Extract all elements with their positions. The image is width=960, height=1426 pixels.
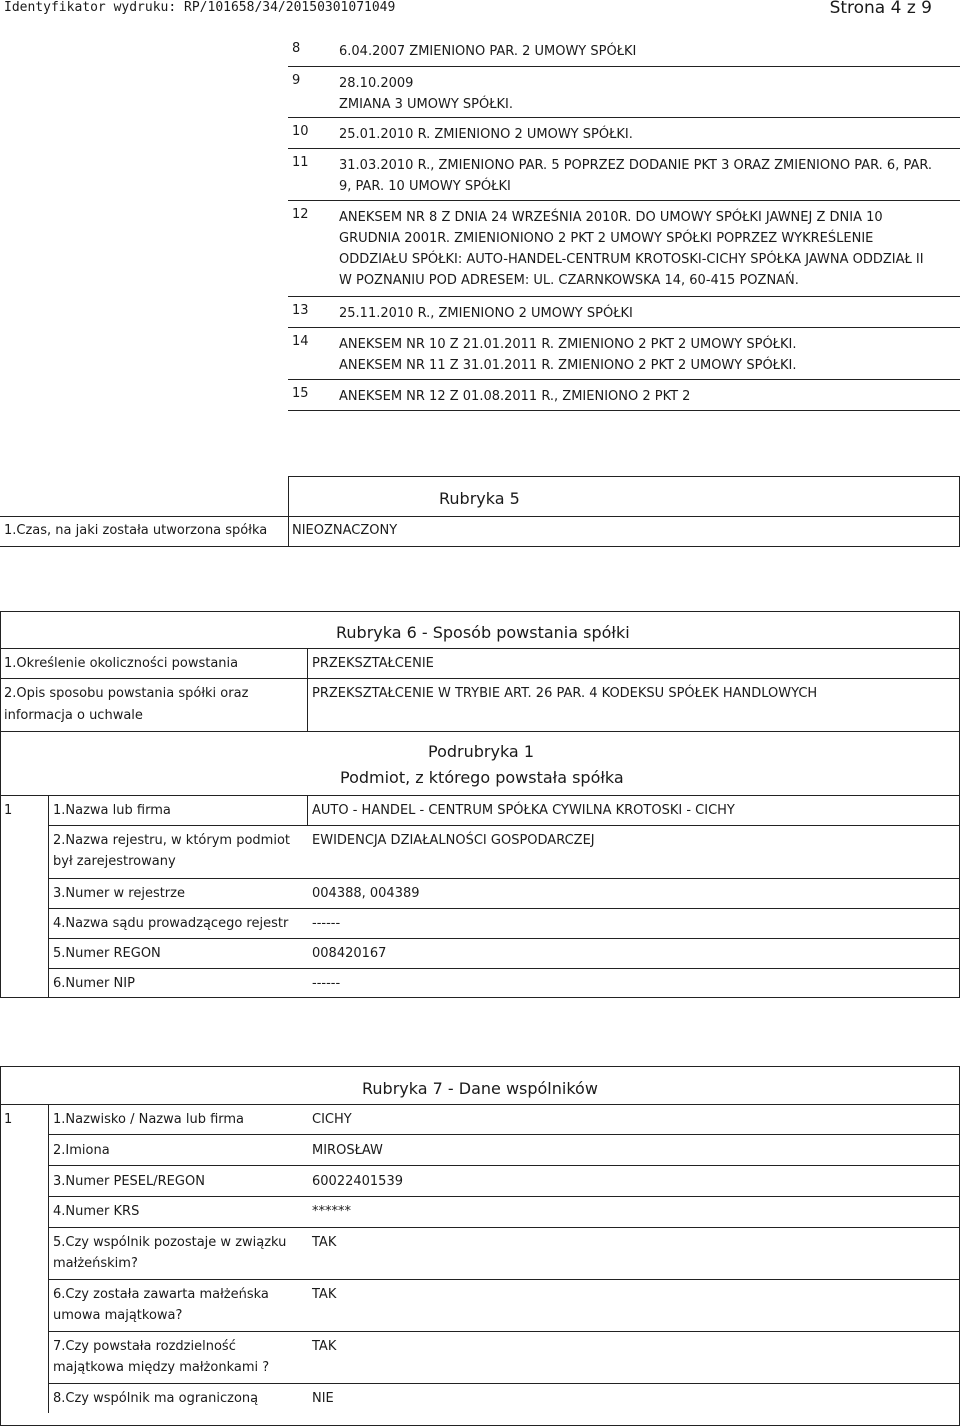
field-value: MIROSŁAW (312, 1143, 383, 1158)
change-number: 11 (292, 155, 309, 170)
change-text: ODDZIAŁU SPÓŁKI: AUTO-HANDEL-CENTRUM KROTOSKI-CICHY SPÓŁKA JAWNA ODDZIAŁ II (339, 252, 924, 267)
field-label: 3.Numer PESEL/REGON (53, 1174, 205, 1189)
change-text: ANEKSEM NR 10 Z 21.01.2011 R. ZMIENIONO 2 PKT 2 UMOWY SPÓŁKI. (339, 337, 797, 352)
change-text: 25.01.2010 R. ZMIENIONO 2 UMOWY SPÓŁKI. (339, 127, 633, 142)
field-value: 60022401539 (312, 1174, 403, 1189)
field-label: umowa majątkowa? (53, 1308, 183, 1323)
change-text: 9, PAR. 10 UMOWY SPÓŁKI (339, 179, 511, 194)
field-value: TAK (312, 1235, 337, 1250)
field-label: 2.Opis sposobu powstania spółki oraz (4, 686, 249, 701)
change-number: 10 (292, 124, 309, 139)
change-text: ANEKSEM NR 12 Z 01.08.2011 R., ZMIENIONO 2 PKT 2 (339, 389, 691, 404)
field-label: był zarejestrowany (53, 854, 176, 869)
field-value: ------ (312, 976, 341, 991)
change-number: 14 (292, 334, 309, 349)
field-value: NIEOZNACZONY (292, 523, 398, 538)
field-label: 2.Nazwa rejestru, w którym podmiot (53, 833, 290, 848)
change-number: 8 (292, 41, 301, 56)
change-text: 31.03.2010 R., ZMIENIONO PAR. 5 POPRZEZ DODANIE PKT 3 ORAZ ZMIENIONO PAR. 6, PAR. (339, 158, 933, 173)
field-value: 004388, 004389 (312, 886, 420, 901)
field-label: 1.Określenie okoliczności powstania (4, 656, 239, 671)
field-label: 1.Nazwa lub firma (53, 803, 171, 818)
field-value: CICHY (312, 1112, 352, 1127)
change-text: ZMIANA 3 UMOWY SPÓŁKI. (339, 97, 514, 112)
subsection-subtitle: Podmiot, z którego powstała spółka (340, 768, 624, 787)
section-title: Rubryka 6 - Sposób powstania spółki (336, 623, 630, 642)
page-number: Strona 4 z 9 (829, 0, 932, 18)
change-number: 9 (292, 73, 301, 88)
change-text: 28.10.2009 (339, 76, 414, 91)
entry-number: 1 (4, 803, 13, 818)
field-label: 3.Numer w rejestrze (53, 886, 185, 901)
field-value: TAK (312, 1339, 337, 1354)
field-label: 5.Czy wspólnik pozostaje w związku (53, 1235, 287, 1250)
field-value: NIE (312, 1391, 334, 1406)
field-label: 6.Czy została zawarta małżeńska (53, 1287, 269, 1302)
field-value: 008420167 (312, 946, 387, 961)
change-text: W POZNANIU POD ADRESEM: UL. CZARNKOWSKA 14, 60-415 POZNAŃ. (339, 273, 799, 288)
section-title: Rubryka 7 - Dane wspólników (362, 1079, 598, 1098)
change-number: 13 (292, 303, 309, 318)
field-value: PRZEKSZTAŁCENIE W TRYBIE ART. 26 PAR. 4 KODEKSU SPÓŁEK HANDLOWYCH (312, 686, 818, 701)
field-label: małżeńskim? (53, 1256, 138, 1271)
section-title: Rubryka 5 (439, 489, 520, 508)
field-value: EWIDENCJA DZIAŁALNOŚCI GOSPODARCZEJ (312, 833, 595, 848)
field-value: AUTO - HANDEL - CENTRUM SPÓŁKA CYWILNA KROTOSKI - CICHY (312, 803, 735, 818)
field-label: 1.Czas, na jaki została utworzona spółka (4, 523, 268, 538)
change-text: 6.04.2007 ZMIENIONO PAR. 2 UMOWY SPÓŁKI (339, 44, 637, 59)
field-value: PRZEKSZTAŁCENIE (312, 656, 434, 671)
field-value: ------ (312, 916, 341, 931)
subsection-title: Podrubryka 1 (428, 742, 534, 761)
field-label: 4.Numer KRS (53, 1204, 140, 1219)
change-text: 25.11.2010 R., ZMIENIONO 2 UMOWY SPÓŁKI (339, 306, 633, 321)
change-number: 15 (292, 386, 309, 401)
field-label: 2.Imiona (53, 1143, 110, 1158)
change-number: 12 (292, 207, 309, 222)
field-label: majątkowa między małżonkami ? (53, 1360, 270, 1375)
print-identifier: Identyfikator wydruku: RP/101658/34/20150301071049 (4, 0, 396, 15)
field-label: 5.Numer REGON (53, 946, 161, 961)
field-label: informacja o uchwale (4, 708, 143, 723)
field-value: ****** (312, 1204, 351, 1219)
field-value: TAK (312, 1287, 337, 1302)
field-label: 8.Czy wspólnik ma ograniczoną (53, 1391, 259, 1406)
field-label: 4.Nazwa sądu prowadzącego rejestr (53, 916, 289, 931)
field-label: 7.Czy powstała rozdzielność (53, 1339, 236, 1354)
change-text: GRUDNIA 2001R. ZMIENIONIONO 2 PKT 2 UMOWY SPÓŁKI POPRZEZ WYKREŚLENIE (339, 231, 874, 246)
change-text: ANEKSEM NR 11 Z 31.01.2011 R. ZMIENIONO 2 PKT 2 UMOWY SPÓŁKI. (339, 358, 797, 373)
change-text: ANEKSEM NR 8 Z DNIA 24 WRZEŚNIA 2010R. DO UMOWY SPÓŁKI JAWNEJ Z DNIA 10 (339, 210, 883, 225)
field-label: 6.Numer NIP (53, 976, 135, 991)
field-label: 1.Nazwisko / Nazwa lub firma (53, 1112, 245, 1127)
entry-number: 1 (4, 1112, 13, 1127)
